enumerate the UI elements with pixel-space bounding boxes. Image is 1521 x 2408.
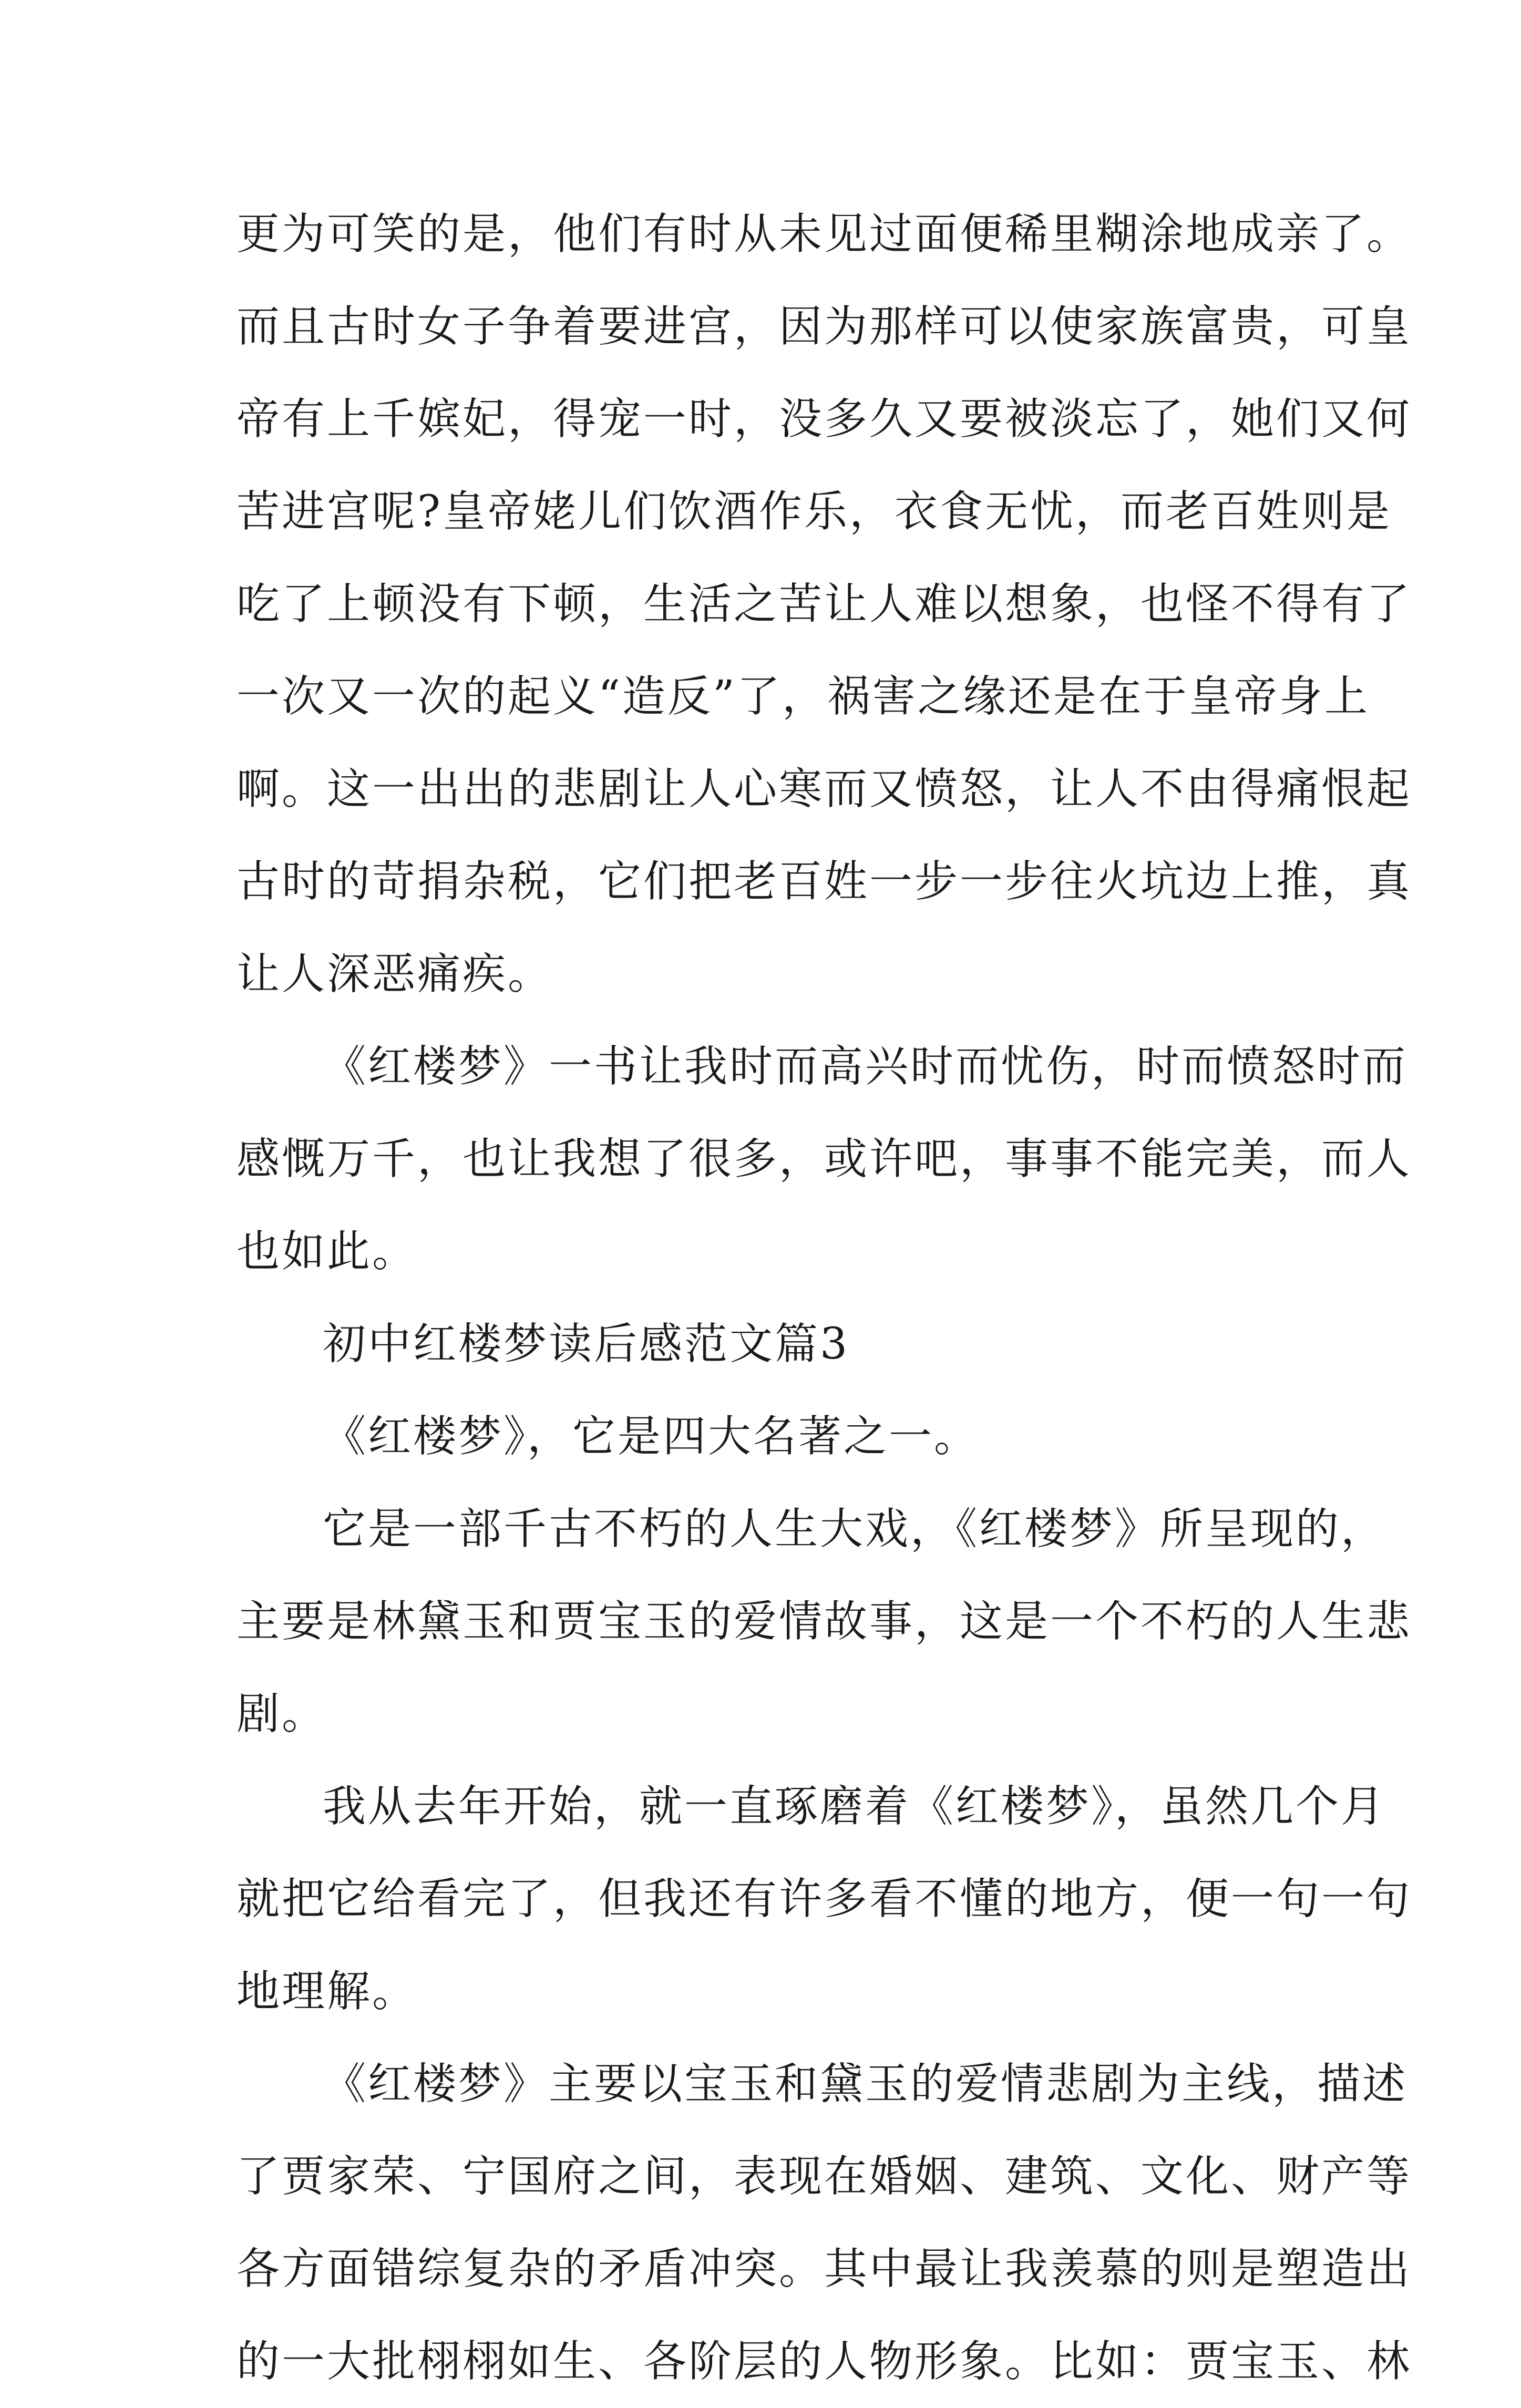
text-line: 啊。这一出出的悲剧让人心寒而又愤怒，让人不由得痛恨起 [237,764,1412,814]
text-line: 吃了上顿没有下顿，生活之苦让人难以想象，也怪不得有了 [237,579,1412,629]
text-line: 就把它给看完了，但我还有许多看不懂的地方，便一句一句 [237,1874,1412,1924]
text-line: 了贾家荣、宁国府之间，表现在婚姻、建筑、文化、财产等 [237,2152,1412,2201]
paragraph-first-line: 《红楼梦》主要以宝玉和黛玉的爱情悲剧为主线，描述 [323,2059,1408,2109]
paragraph-first-line: 《红楼梦》一书让我时而高兴时而忧伤，时而愤怒时而 [323,1042,1408,1092]
text-line: 而且古时女子争着要进宫，因为那样可以使家族富贵，可皇 [237,302,1412,352]
text-line: 苦进宫呢?皇帝姥儿们饮酒作乐，衣食无忧，而老百姓则是 [237,487,1392,537]
text-line: 各方面错综复杂的矛盾冲突。其中最让我羡慕的则是塑造出 [237,2244,1412,2294]
text-line: 也如此。 [237,1227,418,1277]
text-line: 一次又一次的起义“造反”了，祸害之缘还是在于皇帝身上 [237,672,1370,722]
text-line: 更为可笑的是，他们有时从未见过面便稀里糊涂地成亲了。 [237,209,1412,259]
text-line: 帝有上千嫔妃，得宠一时，没多久又要被淡忘了，她们又何 [237,394,1412,444]
document-body [237,188,1412,2408]
text-line: 让人深恶痛疾。 [237,949,553,999]
text-line: 地理解。 [237,1967,418,2016]
paragraph-first-line: 我从去年开始，就一直琢磨着《红楼梦》，虽然几个月 [323,1782,1386,1831]
paragraph-first-line: 《红楼梦》，它是四大名著之一。 [323,1412,980,1462]
section-heading: 初中红楼梦读后感范文篇3 [323,1319,850,1369]
text-line: 的一大批栩栩如生、各阶层的人物形象。比如：贾宝玉、林 [237,2337,1412,2386]
text-line: 古时的苛捐杂税，它们把老百姓一步一步往火坑边上推，真 [237,857,1412,907]
text-line: 主要是林黛玉和贾宝玉的爱情故事，这是一个不朽的人生悲 [237,1597,1412,1647]
paragraph-first-line: 它是一部千古不朽的人生大戏，《红楼梦》所呈现的， [323,1504,1386,1554]
text-line: 剧。 [237,1689,327,1739]
text-line: 感慨万千，也让我想了很多，或许吧，事事不能完美，而人 [237,1134,1412,1184]
